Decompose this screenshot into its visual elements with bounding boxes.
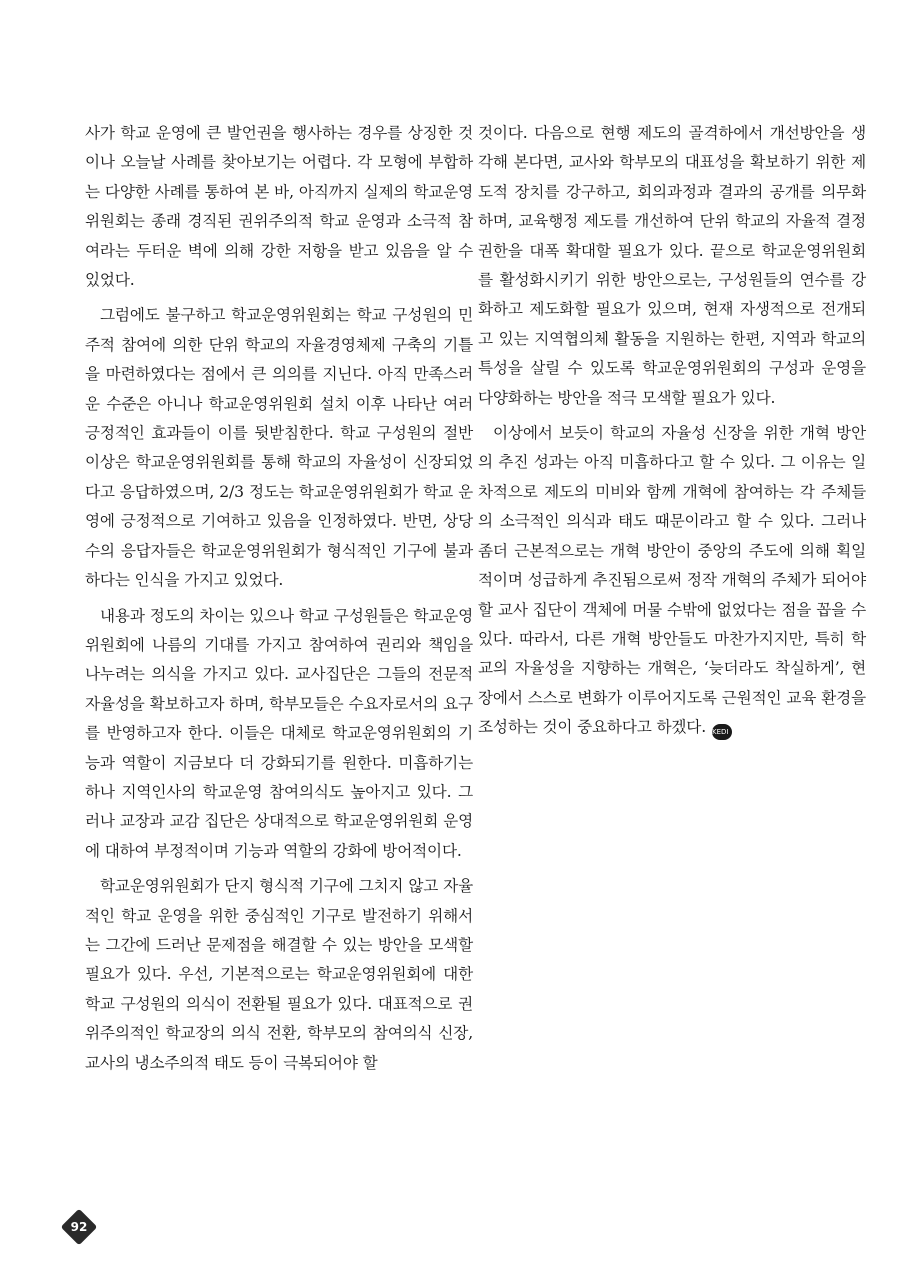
right-paragraph-2-text: 이상에서 보듯이 학교의 자율성 신장을 위한 개혁 방안의 추진 성과는 아직 미흡하다고 할 수 있다. 그 이유는 일차적으로 제도의 미비와 함께 개혁에 참여하는 각 주체들의 소극적인 의식과 태도 때문이라고 할 수 있다. 그러나 좀더 근본적으로는 개혁 방안이 중앙의 주도에 의해 획일적이며 성급하게 추진됨으로써 정작 개혁의 주체가 되어야 할 교사 집단이 객체에 머물 수밖에 없었다는 점을 꼽을 수 있다. 따라서, 다른 개혁 방안들도 마찬가지지만, 특히 학교의 자율성을 지향하는 개혁은, ‘늦더라도 착실하게’, 현장에서 스스로 변화가 이루어지도록 근원적인 교육 환경을 조성하는 것이 중요하다고 하겠다. bbox=[478, 424, 866, 737]
right-paragraph-1: 것이다. 다음으로 현행 제도의 골격하에서 개선방안을 생각해 본다면, 교사와 학부모의 대표성을 확보하기 위한 제도적 장치를 강구하고, 회의과정과 결과의 공개를 의무화하며, 교육행정 제도를 개선하여 단위 학교의 자율적 결정 권한을 대폭 확대할 필요가 있다. 끝으로 학교운영위원회를 활성화시키기 위한 방안으로는, 구성원들의 연수를 강화하고 제도화할 필요가 있으며, 현재 자생적으로 전개되고 있는 지역협의체 활동을 지원하는 한편, 지역과 학교의 특성을 살릴 수 있도록 학교운영위원회의 구성과 운영을 다양화하는 방안을 적극 모색할 필요가 있다. bbox=[478, 124, 866, 407]
page-number-badge bbox=[62, 1210, 96, 1244]
right-column bbox=[478, 119, 866, 743]
end-mark-logo-icon: KEDI bbox=[712, 724, 732, 740]
left-paragraph-1: 사가 학교 운영에 큰 발언권을 행사하는 경우를 상징한 것이나 오늘날 사례를 찾아보기는 어렵다. 각 모형에 부합하는 다양한 사례를 통하여 본 바, 아직까지 실제의 학교운영위원회는 종래 경직된 권위주의적 학교 운영과 소극적 참여라는 두터운 벽에 의해 강한 저항을 받고 있음을 알 수 있었다. bbox=[85, 124, 473, 290]
left-paragraph-4: 학교운영위원회가 단지 형식적 기구에 그치지 않고 자율적인 학교 운영을 위한 중심적인 기구로 발전하기 위해서는 그간에 드러난 문제점을 해결할 수 있는 방안을 모색할 필요가 있다. 우선, 기본적으로는 학교운영위원회에 대한 학교 구성원의 의식이 전환될 필요가 있다. 대표적으로 권위주의적인 학교장의 의식 전환, 학부모의 참여의식 신장, 교사의 냉소주의적 태도 등이 극복되어야 할 bbox=[85, 877, 473, 1072]
left-paragraph-2: 그럼에도 불구하고 학교운영위원회는 학교 구성원의 민주적 참여에 의한 단위 학교의 자율경영체제 구축의 기틀을 마련하였다는 점에서 큰 의의를 지닌다. 아직 만족스러운 수준은 아니나 학교운영위원회 설치 이후 나타난 여러 긍정적인 효과들이 이를 뒷받침한다. 학교 구성원의 절반 이상은 학교운영위원회를 통해 학교의 자율성이 신장되었다고 응답하였으며, 2/3 정도는 학교운영위원회가 학교 운영에 긍정적으로 기여하고 있음을 인정하였다. 반면, 상당수의 응답자들은 학교운영위원회가 형식적인 기구에 불과하다는 인식을 가지고 있었다. bbox=[85, 306, 473, 590]
left-paragraph-3: 내용과 정도의 차이는 있으나 학교 구성원들은 학교운영위원회에 나름의 기대를 가지고 참여하여 권리와 책임을 나누려는 의식을 가지고 있다. 교사집단은 그들의 전문적 자율성을 확보하고자 하며, 학부모들은 수요자로서의 요구를 반영하고자 한다. 이들은 대체로 학교운영위원회의 기능과 역할이 지금보다 더 강화되기를 원한다. 미흡하기는 하나 지역인사의 학교운영 참여의식도 높아지고 있다. 그러나 교장과 교감 집단은 상대적으로 학교운영위원회 운영에 대하여 부정적이며 기능과 역할의 강화에 방어적이다. bbox=[85, 606, 473, 860]
left-column bbox=[85, 119, 473, 1078]
right-paragraph-2 bbox=[478, 419, 866, 742]
page-number: 92 bbox=[70, 1220, 88, 1234]
